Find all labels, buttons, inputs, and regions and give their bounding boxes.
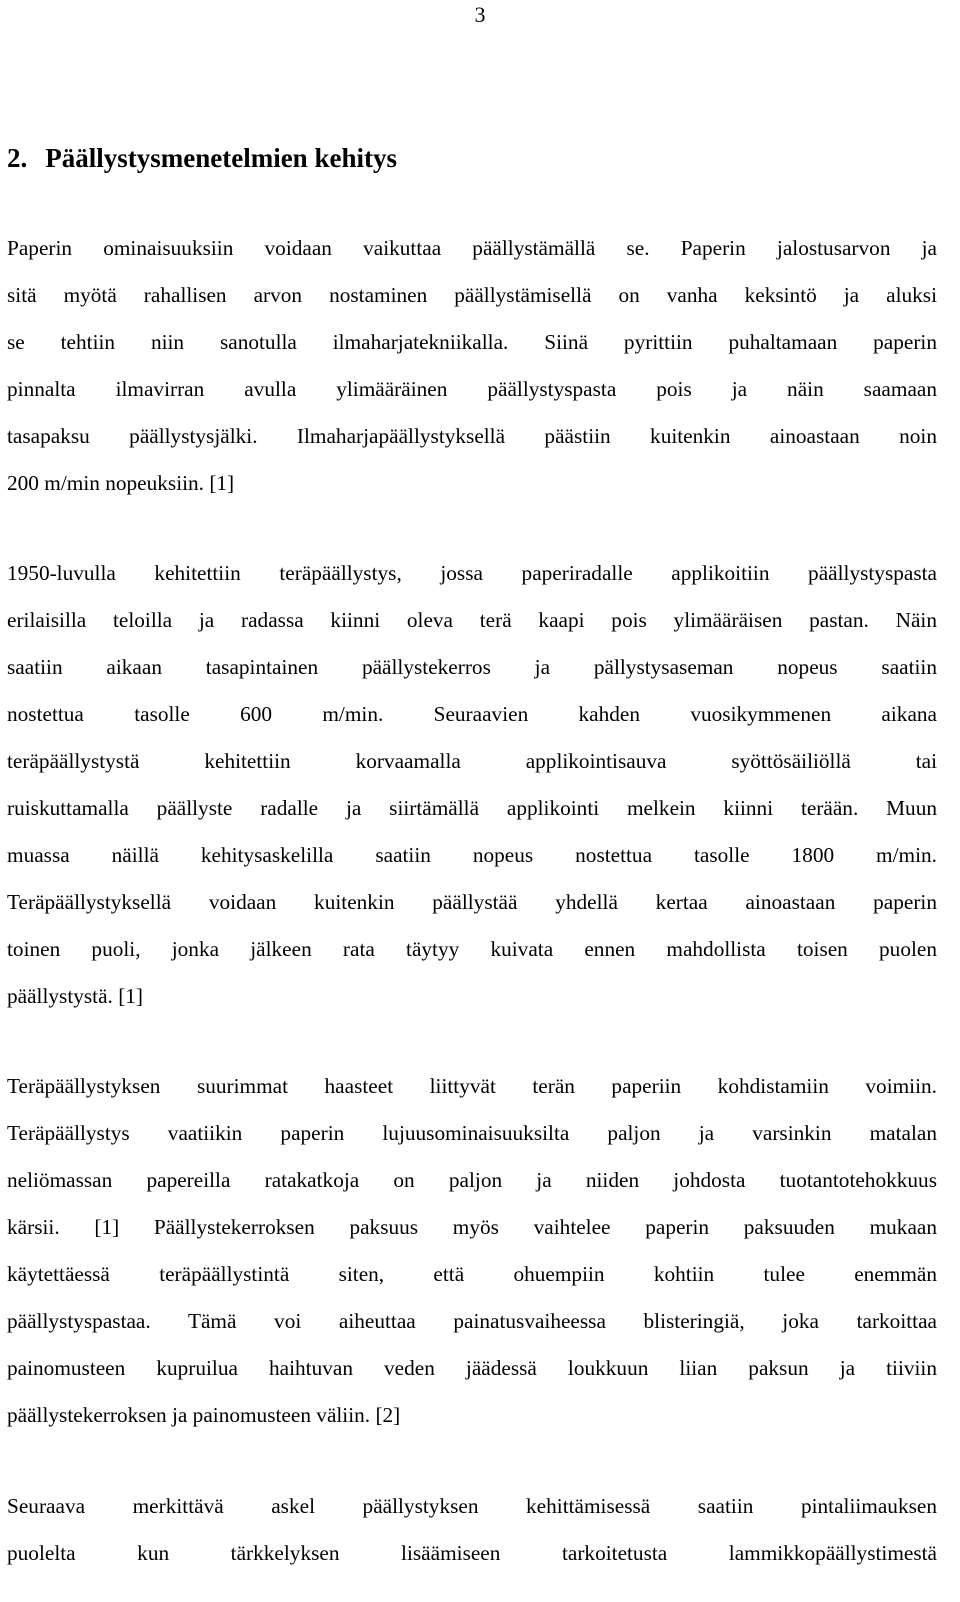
paragraph-line: ruiskuttamalla päällyste radalle ja siirtämällä applikointi melkein kiinni terään. Muun (7, 796, 937, 820)
paragraph-line: päällystyspastaa. Tämä voi aiheuttaa painatusvaiheessa blisteringiä, joka tarkoittaa (7, 1309, 937, 1333)
section-heading (7, 140, 397, 176)
paragraph-line: painomusteen kupruilua haihtuvan veden jäädessä loukkuun liian paksun ja tiiviin (7, 1356, 937, 1380)
paragraph-line: teräpäällystystä kehitettiin korvaamalla applikointisauva syöttösäiliöllä tai (7, 749, 937, 773)
paragraph-2 (7, 550, 937, 1020)
paragraph-line: pinnalta ilmavirran avulla ylimääräinen päällystyspasta pois ja näin saamaan (7, 377, 937, 401)
paragraph-3 (7, 1063, 937, 1439)
paragraph-line: päällystystä. [1] (7, 984, 144, 1008)
paragraph-line: neliömassan papereilla ratakatkoja on paljon ja niiden johdosta tuotantotehokkuus (7, 1168, 937, 1192)
paragraph-line: saatiin aikaan tasapintainen päällystekerros ja pällystysaseman nopeus saatiin (7, 655, 937, 679)
paragraph-line: päällystekerroksen ja painomusteen väliin. [2] (7, 1403, 401, 1427)
paragraph-line: Teräpäällystyksellä voidaan kuitenkin päällystää yhdellä kertaa ainoastaan paperin (7, 890, 937, 914)
paragraph-line: käytettäessä teräpäällystintä siten, että ohuempiin kohtiin tulee enemmän (7, 1262, 937, 1286)
paragraph-line: Teräpäällystyksen suurimmat haasteet liittyvät terän paperiin kohdistamiin voimiin. (7, 1074, 937, 1098)
paragraph-1 (7, 225, 937, 507)
paragraph-line: muassa näillä kehitysaskelilla saatiin nopeus nostettua tasolle 1800 m/min. (7, 843, 937, 867)
paragraph-line: Teräpäällystys vaatiikin paperin lujuusominaisuuksilta paljon ja varsinkin matalan (7, 1121, 937, 1145)
paragraph-4 (7, 1483, 937, 1577)
paragraph-line: sitä myötä rahallisen arvon nostaminen päällystämisellä on vanha keksintö ja aluksi (7, 283, 937, 307)
paragraph-line: se tehtiin niin sanotulla ilmaharjatekniikalla. Siinä pyrittiin puhaltamaan paperin (7, 330, 937, 354)
paragraph-line: nostettua tasolle 600 m/min. Seuraavien kahden vuosikymmenen aikana (7, 702, 937, 726)
paragraph-line: erilaisilla teloilla ja radassa kiinni oleva terä kaapi pois ylimääräisen pastan. Näin (7, 608, 937, 632)
paragraph-line: toinen puoli, jonka jälkeen rata täytyy kuivata ennen mahdollista toisen puolen (7, 937, 937, 961)
paragraph-line: Seuraava merkittävä askel päällystyksen kehittämisessä saatiin pintaliimauksen (7, 1494, 937, 1518)
paragraph-line: puolelta kun tärkkelyksen lisäämiseen tarkoitetusta lammikkopäällystimestä (7, 1541, 937, 1565)
paragraph-line: kärsii. [1] Päällystekerroksen paksuus myös vaihtelee paperin paksuuden mukaan (7, 1215, 937, 1239)
paragraph-line: tasapaksu päällystysjälki. Ilmaharjapäällystyksellä päästiin kuitenkin ainoastaan noin (7, 424, 937, 448)
paragraph-line: 1950-luvulla kehitettiin teräpäällystys, jossa paperiradalle applikoitiin päällystyspasta (7, 561, 937, 585)
paragraph-line: Paperin ominaisuuksiin voidaan vaikuttaa päällystämällä se. Paperin jalostusarvon ja (7, 236, 937, 260)
section-title: Päällystysmenetelmien kehitys (45, 143, 397, 173)
section-number: 2. (7, 143, 28, 173)
paragraph-line: 200 m/min nopeuksiin. [1] (7, 471, 235, 495)
page-number: 3 (474, 2, 486, 27)
